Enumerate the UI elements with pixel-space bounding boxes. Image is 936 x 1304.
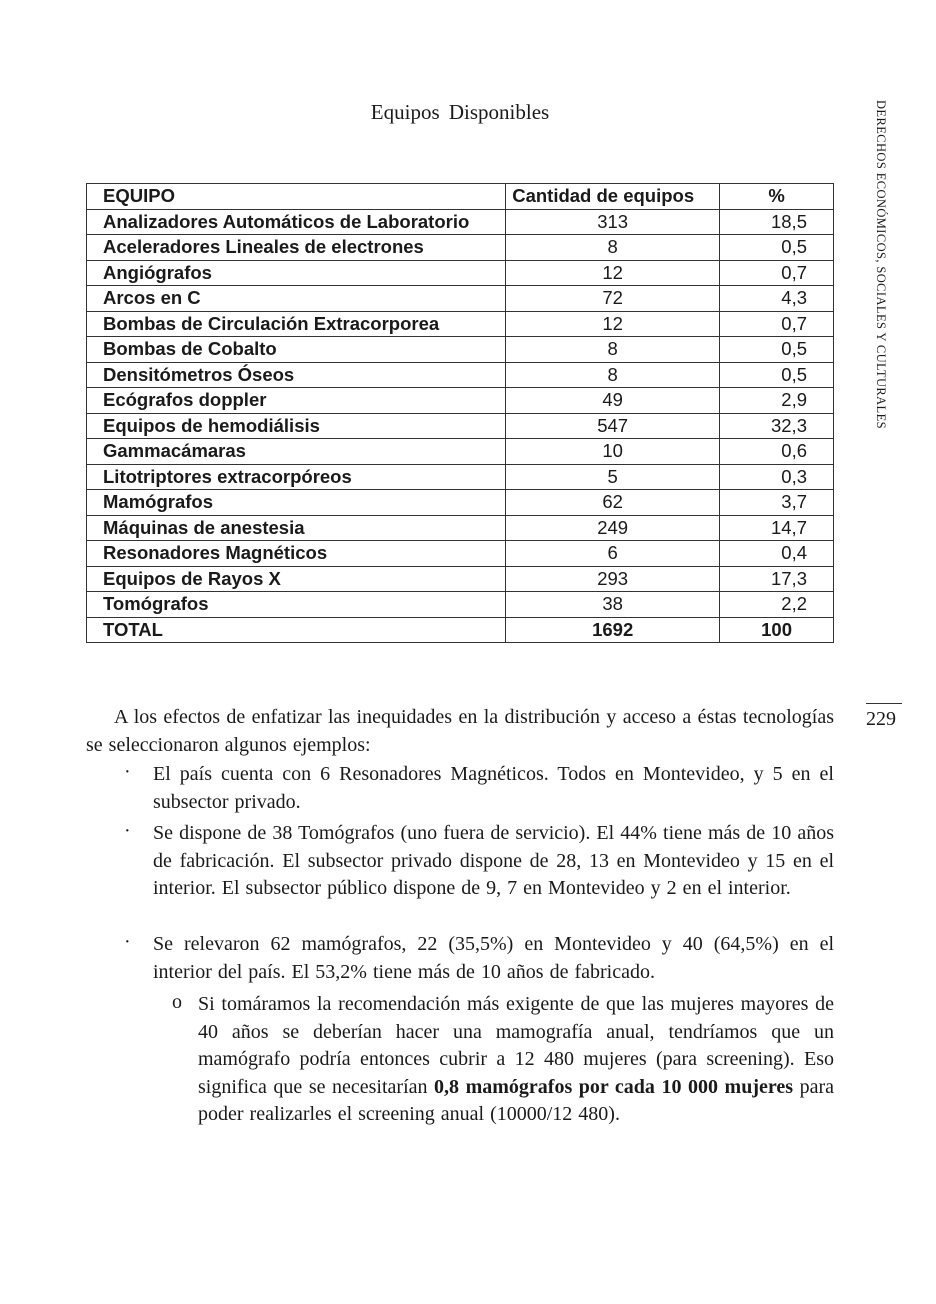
equipment-name-cell: Tomógrafos [87, 592, 506, 618]
table-row [87, 541, 834, 567]
bullet-marker: · [124, 820, 131, 842]
table-row [87, 235, 834, 261]
table-header-row [87, 184, 834, 210]
table-row [87, 337, 834, 363]
equipment-name-cell: Analizadores Automáticos de Laboratorio [87, 209, 506, 235]
percent-cell: 0,5 [720, 235, 834, 261]
total-percent: 100 [720, 617, 834, 643]
percent-cell: 2,9 [720, 388, 834, 414]
page-number: 229 [866, 708, 896, 730]
equipment-name-cell: Ecógrafos doppler [87, 388, 506, 414]
quantity-cell: 6 [506, 541, 720, 567]
equipment-name-cell: Densitómetros Óseos [87, 362, 506, 388]
table-total-row [87, 617, 834, 643]
bullet-item: El país cuenta con 6 Resonadores Magnéticos. Todos en Montevideo, y 5 en el subsector privado. [153, 763, 834, 813]
quantity-cell: 72 [506, 286, 720, 312]
percent-cell: 14,7 [720, 515, 834, 541]
quantity-cell: 249 [506, 515, 720, 541]
percent-cell: 2,2 [720, 592, 834, 618]
table-row [87, 286, 834, 312]
quantity-cell: 12 [506, 311, 720, 337]
quantity-cell: 313 [506, 209, 720, 235]
percent-cell: 0,5 [720, 337, 834, 363]
equipment-name-cell: Equipos de Rayos X [87, 566, 506, 592]
table-body [87, 209, 834, 617]
total-label: TOTAL [87, 617, 506, 643]
percent-cell: 0,4 [720, 541, 834, 567]
table-row [87, 515, 834, 541]
quantity-cell: 49 [506, 388, 720, 414]
percent-cell: 0,6 [720, 439, 834, 465]
equipment-name-cell: Arcos en C [87, 286, 506, 312]
percent-cell: 0,7 [720, 260, 834, 286]
percent-cell: 18,5 [720, 209, 834, 235]
percent-cell: 17,3 [720, 566, 834, 592]
quantity-cell: 10 [506, 439, 720, 465]
sub-bullet-text: Si tomáramos la recomendación más exigente de que las mujeres mayores de 40 años se deberían hacer una mamografía anual, tendríamos que un mamógrafo podría entonces cubrir a 12 480 mujeres (para screening). Eso significa que se necesitarían [198, 993, 834, 1098]
quantity-cell: 293 [506, 566, 720, 592]
sub-bullet-text-end: para poder realizarles el screening anual (10000/12 480). [198, 1075, 834, 1125]
intro-paragraph: A los efectos de enfatizar las inequidades en la distribución y acceso a éstas tecnologías se seleccionaron algunos ejemplos: [86, 706, 834, 756]
percent-cell: 4,3 [720, 286, 834, 312]
equipment-name-cell: Mamógrafos [87, 490, 506, 516]
quantity-cell: 5 [506, 464, 720, 490]
bullet-item: Se dispone de 38 Tomógrafos (uno fuera de servicio). El 44% tiene más de 10 años de fabricación. El subsector privado dispone de 28, 13 en Montevideo y 15 en el interior. El subsector público dispone de 9, 7 en Montevideo y 2 en el interior. [153, 822, 834, 899]
quantity-cell: 62 [506, 490, 720, 516]
page-title: Equipos Disponibles [370, 100, 550, 124]
running-head [868, 100, 888, 435]
table-row [87, 362, 834, 388]
bullet-marker: · [124, 931, 131, 953]
table-row [87, 464, 834, 490]
table-row [87, 311, 834, 337]
equipment-name-cell: Aceleradores Lineales de electrones [87, 235, 506, 261]
quantity-cell: 8 [506, 235, 720, 261]
table-row [87, 439, 834, 465]
equipment-name-cell: Bombas de Cobalto [87, 337, 506, 363]
table-row [87, 413, 834, 439]
percent-cell: 3,7 [720, 490, 834, 516]
equipment-name-cell: Litotriptores extracorpóreos [87, 464, 506, 490]
quantity-cell: 38 [506, 592, 720, 618]
equipment-name-cell: Resonadores Magnéticos [87, 541, 506, 567]
table-row [87, 592, 834, 618]
page-number-rule [866, 703, 902, 704]
bullet-item: Se relevaron 62 mamógrafos, 22 (35,5%) en Montevideo y 40 (64,5%) en el interior del país. El 53,2% tiene más de 10 años de fabricado. [153, 933, 834, 983]
percent-cell: 0,7 [720, 311, 834, 337]
percent-cell: 32,3 [720, 413, 834, 439]
sub-bullet-bold-text: 0,8 mamógrafos por cada 10 000 mujeres [434, 1075, 794, 1098]
equipment-name-cell: Bombas de Circulación Extracorporea [87, 311, 506, 337]
column-header-percent: % [720, 184, 834, 210]
table-row [87, 260, 834, 286]
sub-bullet-marker: o [172, 991, 182, 1013]
total-quantity: 1692 [506, 617, 720, 643]
quantity-cell: 547 [506, 413, 720, 439]
equipment-name-cell: Gammacámaras [87, 439, 506, 465]
equipment-table [86, 183, 834, 643]
equipment-name-cell: Máquinas de anestesia [87, 515, 506, 541]
quantity-cell: 8 [506, 362, 720, 388]
sub-bullet-item [198, 991, 834, 1129]
table-row [87, 490, 834, 516]
table-row [87, 209, 834, 235]
quantity-cell: 8 [506, 337, 720, 363]
table-row [87, 388, 834, 414]
quantity-cell: 12 [506, 260, 720, 286]
column-header-cantidad: Cantidad de equipos [506, 184, 720, 210]
percent-cell: 0,3 [720, 464, 834, 490]
percent-cell: 0,5 [720, 362, 834, 388]
table-row [87, 566, 834, 592]
equipment-name-cell: Equipos de hemodiálisis [87, 413, 506, 439]
running-head-text: DERECHOS ECONÓMICOS, SOCIALES Y CULTURALES [874, 100, 888, 429]
equipment-name-cell: Angiógrafos [87, 260, 506, 286]
bullet-marker: · [124, 761, 131, 783]
column-header-equipo: EQUIPO [87, 184, 506, 210]
